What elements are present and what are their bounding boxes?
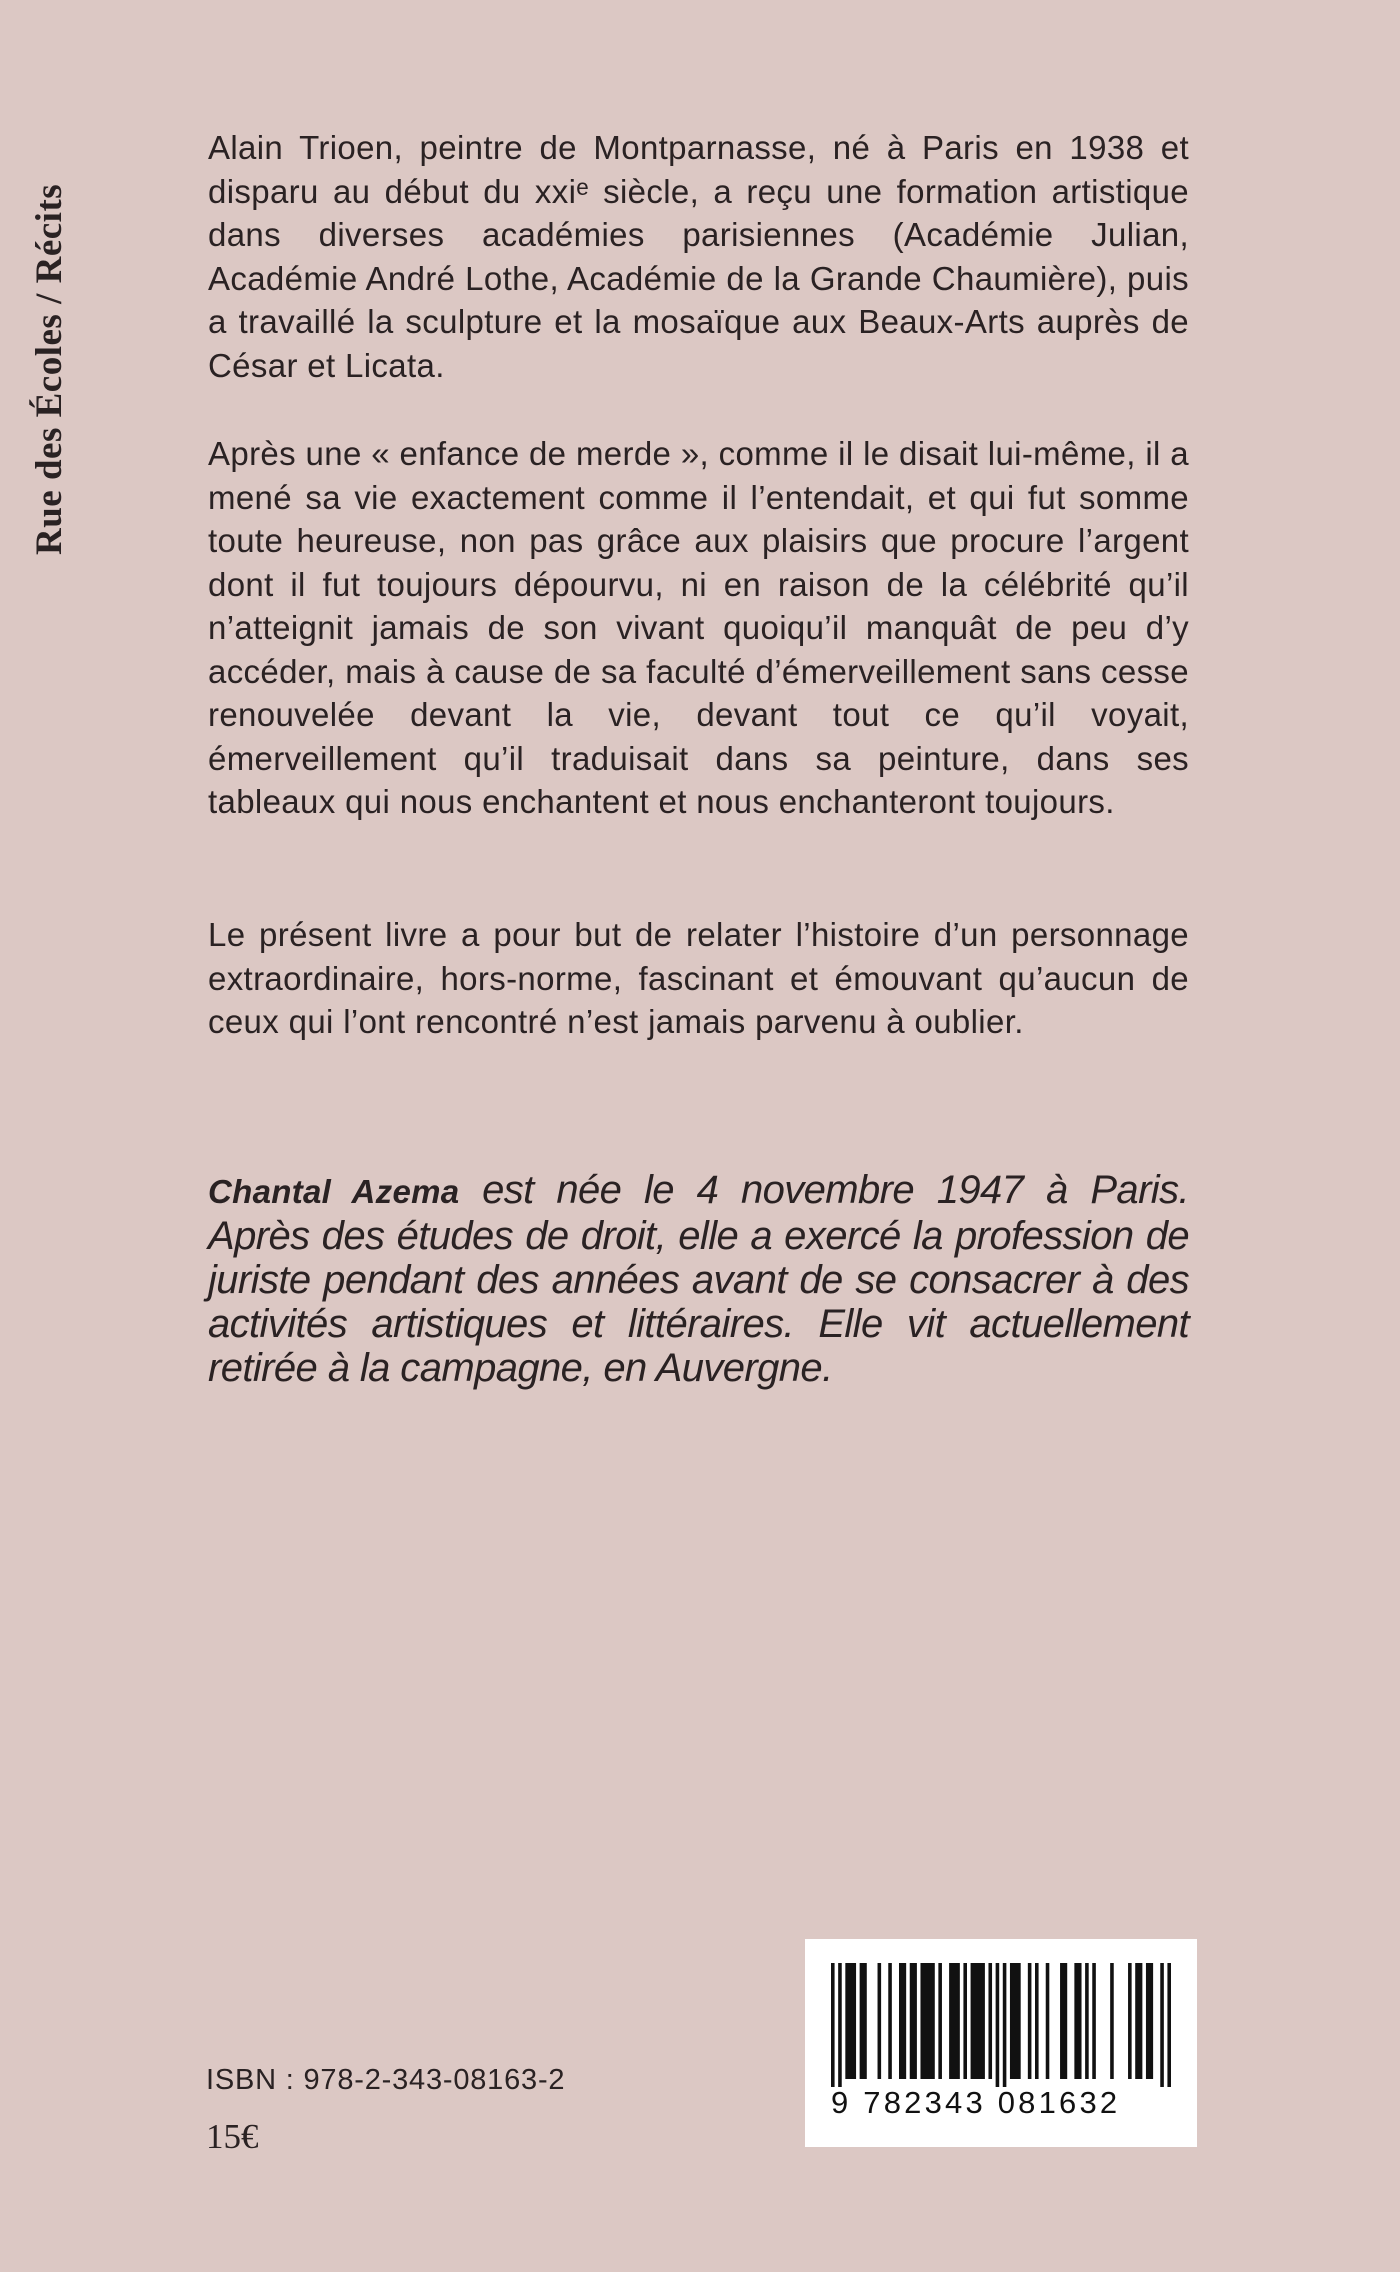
barcode-bar (831, 1963, 835, 2087)
barcode-bar (949, 1963, 960, 2079)
barcode-bar (988, 1963, 992, 2079)
barcode-bar (878, 1963, 882, 2079)
barcode-bar (1135, 1963, 1142, 2079)
barcode-bar (1146, 1963, 1153, 2079)
barcode-panel (805, 1939, 1197, 2147)
barcode-bar (920, 1963, 934, 2079)
price-label: 15€ (206, 2117, 259, 2156)
barcode-bar (838, 1963, 842, 2087)
summary-paragraph-1: Alain Trioen, peintre de Montparnasse, né à Paris en 1938 et disparu au début du xxiᵉ siècle, a reçu une formation artistique dans diverses académies parisiennes (Académie Julian, Académie André Lothe, Académie de la Grande Chaumière), puis a travaillé la sculpture et la mosaïque aux Beaux-Arts auprès de César et Licata. (208, 129, 1189, 384)
barcode-digits: 9 782343 081632 (831, 2085, 1121, 2120)
summary-paragraph-2: Après une « enfance de merde », comme il le disait lui-même, il a mené sa vie exactement comme il l’entendait, et qui fut somme toute heureuse, non pas grâce aux plaisirs que procure l’argent dont il fut toujours dépourvu, ni en raison de la célébrité qu’il n’atteignit jamais de son vivant quoiqu’il manquât de peu d’y accéder, mais à cause de sa faculté d’émerveillement sans cesse renouvelée devant la vie, devant tout ce qu’il voyait, émerveillement qu’il traduisait dans sa peinture, dans ses tableaux qui nous enchantent et nous enchanteront toujours. (208, 435, 1189, 820)
barcode-bar (860, 1963, 867, 2079)
author-bio-text: est née le 4 novembre 1947 à Paris. Après des études de droit, elle a exercé la profession de juriste pendant des années avant de se consacrer à des activités artistiques et littéraires. Elle vit actuellement retirée à la campagne, en Auvergne. (208, 1168, 1189, 1390)
barcode-bar (910, 1963, 917, 2079)
barcode-bar (845, 1963, 856, 2079)
barcode-bar (1085, 1963, 1089, 2079)
barcode-bars (831, 1963, 1171, 2087)
summary-paragraph-3: Le présent livre a pour but de relater l’histoire d’un personnage extraordinaire, hors-norme, fascinant et émouvant qu’aucun de ceux qui l’ont rencontré n’est jamais parvenu à oublier. (208, 916, 1189, 1040)
barcode-bar (899, 1963, 906, 2079)
barcode-bar (971, 1963, 985, 2079)
author-biography (208, 1168, 1189, 1390)
barcode-bar (1110, 1963, 1114, 2079)
barcode-bar (1160, 1963, 1164, 2087)
series-title: Rue des Écoles / Récits (29, 183, 70, 555)
barcode-bar (963, 1963, 967, 2079)
barcode-bar (1003, 1963, 1007, 2087)
barcode-bar (1035, 1963, 1039, 2079)
isbn-number: ISBN : 978-2-343-08163-2 (206, 2064, 566, 2096)
barcode-bar (888, 1963, 892, 2079)
barcode-bar (1128, 1963, 1132, 2079)
barcode-bar (1167, 1963, 1171, 2087)
barcode-bar (1028, 1963, 1032, 2079)
barcode-bar (1046, 1963, 1050, 2079)
author-name: Chantal Azema (208, 1173, 460, 1210)
barcode-bar (1060, 1963, 1067, 2079)
barcode-bar (1074, 1963, 1081, 2079)
barcode-bar (938, 1963, 942, 2079)
barcode-bar (996, 1963, 1000, 2087)
barcode-bar (1092, 1963, 1096, 2079)
barcode-bar (1010, 1963, 1021, 2079)
